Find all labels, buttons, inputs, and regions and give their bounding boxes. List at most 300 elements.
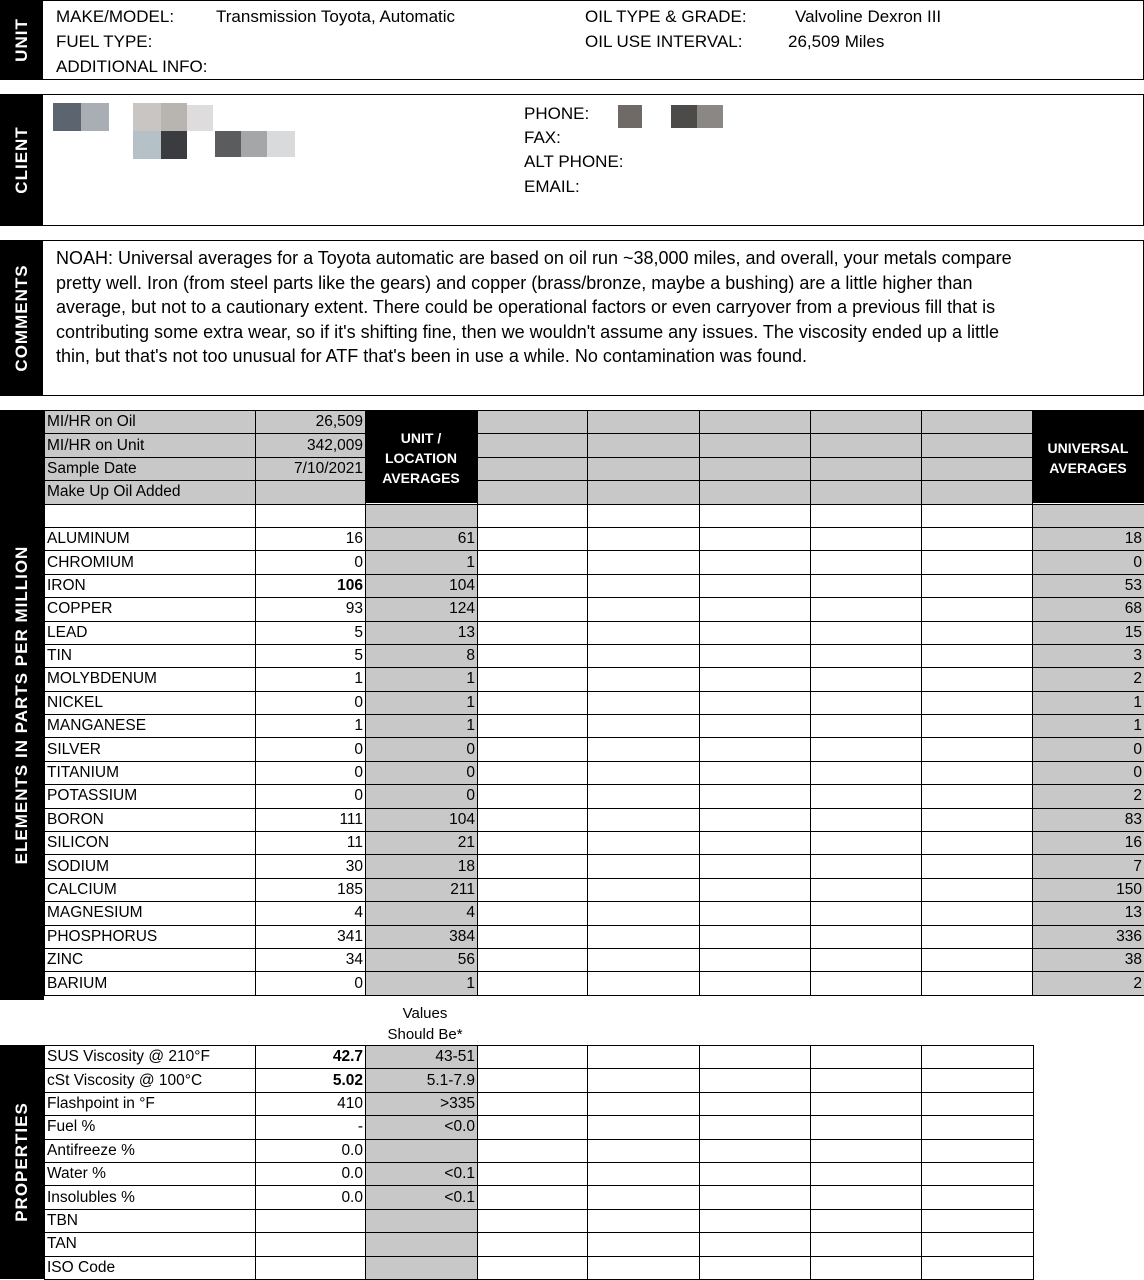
history-cell [922, 434, 1033, 457]
comments-side-label: COMMENTS [1, 241, 43, 395]
history-cell [922, 1233, 1034, 1256]
history-cell [922, 481, 1033, 504]
history-cell [478, 785, 588, 808]
history-cell [588, 644, 700, 667]
history-cell [922, 598, 1033, 621]
history-cell [811, 621, 922, 644]
history-cell [922, 948, 1033, 971]
history-cell [811, 457, 922, 480]
unit-section [0, 0, 1144, 80]
fuel-type-label: FUEL TYPE: [56, 32, 152, 52]
history-cell [700, 808, 811, 831]
history-cell [588, 972, 700, 995]
property-sample-value [256, 1256, 366, 1279]
history-cell [478, 481, 588, 504]
make-model-value: Transmission Toyota, Automatic [216, 7, 455, 27]
history-cell [478, 621, 588, 644]
history-cell [588, 574, 700, 597]
history-cell [478, 1069, 588, 1092]
element-sample-value: 34 [256, 948, 366, 971]
history-cell [700, 761, 811, 784]
element-unit-average: 18 [366, 855, 478, 878]
element-universal-average: 38 [1033, 948, 1144, 971]
element-unit-average: 56 [366, 948, 478, 971]
history-cell [588, 1046, 700, 1069]
element-name: CHROMIUM [45, 551, 256, 574]
history-cell [478, 761, 588, 784]
element-name: TITANIUM [45, 761, 256, 784]
history-cell [811, 1209, 922, 1232]
history-cell [922, 1069, 1034, 1092]
history-cell [700, 1233, 811, 1256]
property-name: TAN [45, 1233, 256, 1256]
history-cell [700, 434, 811, 457]
info-row [45, 411, 1144, 434]
history-cell [922, 1186, 1034, 1209]
property-sample-value [256, 1233, 366, 1256]
history-cell [922, 411, 1033, 434]
element-sample-value: 0 [256, 691, 366, 714]
spacer-row [45, 504, 1144, 527]
history-cell [588, 434, 700, 457]
unit-side-label: UNIT [1, 1, 43, 79]
spacer-cell [45, 504, 256, 527]
element-universal-average: 16 [1033, 832, 1144, 855]
property-sample-value: - [256, 1116, 366, 1139]
info-row [45, 457, 1144, 480]
history-cell [478, 691, 588, 714]
element-sample-value: 5 [256, 644, 366, 667]
history-cell [922, 715, 1033, 738]
history-cell [588, 1186, 700, 1209]
element-unit-average: 384 [366, 925, 478, 948]
client-section [0, 94, 1144, 226]
element-row [45, 948, 1144, 971]
property-sample-value: 0.0 [256, 1139, 366, 1162]
info-row [45, 481, 1144, 504]
info-label: Sample Date [45, 457, 256, 480]
history-cell [478, 1092, 588, 1115]
history-cell [478, 668, 588, 691]
history-cell [700, 1116, 811, 1139]
spacer-cell [1033, 504, 1144, 527]
element-universal-average: 2 [1033, 668, 1144, 691]
history-cell [811, 1256, 922, 1279]
info-value: 342,009 [256, 434, 366, 457]
element-universal-average: 0 [1033, 551, 1144, 574]
history-cell [922, 574, 1033, 597]
history-cell [700, 1209, 811, 1232]
history-cell [478, 574, 588, 597]
history-cell [811, 1186, 922, 1209]
history-cell [478, 598, 588, 621]
history-cell [588, 1139, 700, 1162]
history-cell [700, 855, 811, 878]
email-label: EMAIL: [524, 177, 580, 197]
element-unit-average: 1 [366, 972, 478, 995]
property-should-be: <0.0 [366, 1116, 478, 1139]
element-unit-average: 104 [366, 574, 478, 597]
history-cell [700, 785, 811, 808]
history-cell [811, 972, 922, 995]
history-cell [922, 668, 1033, 691]
info-label: MI/HR on Oil [45, 411, 256, 434]
element-name: COPPER [45, 598, 256, 621]
element-universal-average: 1 [1033, 691, 1144, 714]
history-cell [811, 1116, 922, 1139]
history-cell [811, 832, 922, 855]
history-cell [588, 738, 700, 761]
element-sample-value: 5 [256, 621, 366, 644]
history-cell [922, 878, 1033, 901]
history-cell [478, 902, 588, 925]
history-cell [922, 457, 1033, 480]
property-row [45, 1233, 1034, 1256]
element-row [45, 668, 1144, 691]
history-cell [700, 715, 811, 738]
property-should-be [366, 1233, 478, 1256]
element-name: ZINC [45, 948, 256, 971]
history-cell [700, 832, 811, 855]
history-cell [478, 411, 588, 434]
history-cell [588, 481, 700, 504]
history-cell [922, 832, 1033, 855]
history-cell [922, 855, 1033, 878]
history-cell [588, 902, 700, 925]
history-cell [811, 691, 922, 714]
spacer-cell [811, 504, 922, 527]
history-cell [811, 644, 922, 667]
history-cell [922, 527, 1033, 550]
spacer-cell [700, 504, 811, 527]
element-universal-average: 18 [1033, 527, 1144, 550]
history-cell [588, 808, 700, 831]
element-sample-value: 0 [256, 551, 366, 574]
phone-label: PHONE: [524, 104, 589, 124]
property-sample-value: 0.0 [256, 1162, 366, 1185]
properties-table [44, 1045, 1034, 1280]
history-cell [588, 715, 700, 738]
history-cell [922, 1162, 1034, 1185]
history-cell [478, 972, 588, 995]
element-universal-average: 1 [1033, 715, 1144, 738]
universal-averages-header: UNIVERSAL AVERAGES [1032, 410, 1144, 503]
element-sample-value: 185 [256, 878, 366, 901]
element-row [45, 972, 1144, 995]
history-cell [811, 1046, 922, 1069]
element-universal-average: 0 [1033, 761, 1144, 784]
history-cell [588, 1233, 700, 1256]
element-sample-value: 0 [256, 761, 366, 784]
element-universal-average: 336 [1033, 925, 1144, 948]
element-sample-value: 0 [256, 972, 366, 995]
history-cell [811, 1233, 922, 1256]
history-cell [811, 598, 922, 621]
spacer-cell [588, 504, 700, 527]
property-row [45, 1092, 1034, 1115]
history-cell [922, 902, 1033, 925]
element-universal-average: 2 [1033, 972, 1144, 995]
element-unit-average: 0 [366, 761, 478, 784]
history-cell [478, 715, 588, 738]
history-cell [700, 1256, 811, 1279]
history-cell [700, 1046, 811, 1069]
element-name: SILVER [45, 738, 256, 761]
comments-text: NOAH: Universal averages for a Toyota automatic are based on oil run ~38,000 miles, and overall, your metals compare pretty well. Iron (from steel parts like the gears) and copper (brass/bronze, maybe a bushing) are a little higher than average, but not to a cautionary extent. There could be operational factors or even carryover from a previous fill that is contributing some extra wear, so if it's shifting fine, then we wouldn't assume any issues. The viscosity ended up a little thin, but that's not too unusual for ATF that's been in use a while. No contamination was found. [56, 246, 1016, 369]
element-name: SODIUM [45, 855, 256, 878]
element-unit-average: 1 [366, 715, 478, 738]
history-cell [922, 1116, 1034, 1139]
history-cell [811, 855, 922, 878]
history-cell [922, 1046, 1034, 1069]
element-universal-average: 150 [1033, 878, 1144, 901]
history-cell [811, 411, 922, 434]
history-cell [478, 855, 588, 878]
history-cell [588, 1092, 700, 1115]
history-cell [478, 434, 588, 457]
element-unit-average: 1 [366, 551, 478, 574]
spacer-cell [478, 504, 588, 527]
property-should-be [366, 1209, 478, 1232]
history-cell [922, 1209, 1034, 1232]
history-cell [811, 1139, 922, 1162]
history-cell [811, 527, 922, 550]
element-sample-value: 4 [256, 902, 366, 925]
history-cell [700, 878, 811, 901]
history-cell [811, 925, 922, 948]
history-cell [588, 1162, 700, 1185]
element-unit-average: 21 [366, 832, 478, 855]
history-cell [811, 574, 922, 597]
element-sample-value: 11 [256, 832, 366, 855]
history-cell [922, 551, 1033, 574]
oil-type-label: OIL TYPE & GRADE: [585, 7, 747, 27]
element-row [45, 738, 1144, 761]
property-name: SUS Viscosity @ 210°F [45, 1046, 256, 1069]
element-universal-average: 0 [1033, 738, 1144, 761]
property-row [45, 1186, 1034, 1209]
history-cell [478, 1256, 588, 1279]
history-cell [478, 1233, 588, 1256]
history-cell [478, 1186, 588, 1209]
property-name: cSt Viscosity @ 100°C [45, 1069, 256, 1092]
element-name: NICKEL [45, 691, 256, 714]
element-name: LEAD [45, 621, 256, 644]
info-row [45, 434, 1144, 457]
history-cell [811, 1162, 922, 1185]
element-sample-value: 0 [256, 738, 366, 761]
element-universal-average: 13 [1033, 902, 1144, 925]
element-universal-average: 83 [1033, 808, 1144, 831]
element-row [45, 598, 1144, 621]
element-name: POTASSIUM [45, 785, 256, 808]
property-sample-value: 0.0 [256, 1186, 366, 1209]
values-should-be-note: Values Should Be* [365, 1003, 485, 1045]
spacer-cell [256, 504, 366, 527]
comments-section [0, 240, 1144, 396]
property-name: Fuel % [45, 1116, 256, 1139]
history-cell [922, 972, 1033, 995]
history-cell [922, 785, 1033, 808]
history-cell [478, 738, 588, 761]
element-universal-average: 7 [1033, 855, 1144, 878]
element-unit-average: 0 [366, 738, 478, 761]
fax-label: FAX: [524, 128, 561, 148]
history-cell [811, 1069, 922, 1092]
element-unit-average: 1 [366, 668, 478, 691]
history-cell [588, 1256, 700, 1279]
history-cell [700, 411, 811, 434]
property-sample-value [256, 1209, 366, 1232]
history-cell [478, 1162, 588, 1185]
property-row [45, 1209, 1034, 1232]
properties-side-label: PROPERTIES [0, 1045, 44, 1279]
element-name: BORON [45, 808, 256, 831]
element-row [45, 878, 1144, 901]
history-cell [811, 668, 922, 691]
history-cell [922, 644, 1033, 667]
element-name: TIN [45, 644, 256, 667]
property-row [45, 1139, 1034, 1162]
unit-location-averages-header: UNIT / LOCATION AVERAGES [365, 410, 477, 503]
property-name: Antifreeze % [45, 1139, 256, 1162]
history-cell [700, 598, 811, 621]
property-row [45, 1046, 1034, 1069]
history-cell [588, 785, 700, 808]
alt-phone-label: ALT PHONE: [524, 152, 624, 172]
property-should-be: >335 [366, 1092, 478, 1115]
history-cell [811, 761, 922, 784]
element-name: MANGANESE [45, 715, 256, 738]
history-cell [588, 1209, 700, 1232]
additional-info-label: ADDITIONAL INFO: [56, 57, 207, 77]
element-unit-average: 13 [366, 621, 478, 644]
element-row [45, 691, 1144, 714]
element-row [45, 574, 1144, 597]
property-sample-value: 410 [256, 1092, 366, 1115]
element-name: MOLYBDENUM [45, 668, 256, 691]
property-should-be: 43-51 [366, 1046, 478, 1069]
history-cell [588, 1069, 700, 1092]
history-cell [588, 1116, 700, 1139]
element-unit-average: 211 [366, 878, 478, 901]
history-cell [922, 621, 1033, 644]
element-universal-average: 2 [1033, 785, 1144, 808]
element-name: IRON [45, 574, 256, 597]
element-row [45, 551, 1144, 574]
element-sample-value: 106 [256, 574, 366, 597]
info-value [256, 481, 366, 504]
history-cell [588, 621, 700, 644]
oil-interval-label: OIL USE INTERVAL: [585, 32, 742, 52]
history-cell [811, 808, 922, 831]
property-row [45, 1069, 1034, 1092]
info-value: 26,509 [256, 411, 366, 434]
history-cell [588, 855, 700, 878]
element-sample-value: 93 [256, 598, 366, 621]
elements-table [44, 410, 1144, 996]
history-cell [588, 761, 700, 784]
history-cell [478, 527, 588, 550]
element-name: CALCIUM [45, 878, 256, 901]
element-name: MAGNESIUM [45, 902, 256, 925]
history-cell [811, 551, 922, 574]
property-should-be [366, 1139, 478, 1162]
history-cell [922, 738, 1033, 761]
history-cell [588, 551, 700, 574]
property-should-be [366, 1256, 478, 1279]
history-cell [700, 668, 811, 691]
element-row [45, 621, 1144, 644]
element-name: BARIUM [45, 972, 256, 995]
spacer-cell [366, 504, 478, 527]
property-name: Water % [45, 1162, 256, 1185]
history-cell [922, 761, 1033, 784]
history-cell [700, 738, 811, 761]
element-row [45, 785, 1144, 808]
history-cell [700, 527, 811, 550]
history-cell [922, 808, 1033, 831]
property-should-be: 5.1-7.9 [366, 1069, 478, 1092]
history-cell [478, 1139, 588, 1162]
history-cell [811, 1092, 922, 1115]
element-universal-average: 53 [1033, 574, 1144, 597]
history-cell [700, 481, 811, 504]
history-cell [700, 621, 811, 644]
element-unit-average: 4 [366, 902, 478, 925]
history-cell [588, 878, 700, 901]
history-cell [588, 668, 700, 691]
history-cell [700, 1139, 811, 1162]
element-sample-value: 0 [256, 785, 366, 808]
element-universal-average: 68 [1033, 598, 1144, 621]
history-cell [922, 691, 1033, 714]
element-row [45, 761, 1144, 784]
info-label: MI/HR on Unit [45, 434, 256, 457]
element-unit-average: 124 [366, 598, 478, 621]
history-cell [588, 925, 700, 948]
element-universal-average: 3 [1033, 644, 1144, 667]
property-sample-value: 5.02 [256, 1069, 366, 1092]
property-row [45, 1162, 1034, 1185]
history-cell [478, 457, 588, 480]
element-unit-average: 104 [366, 808, 478, 831]
history-cell [811, 434, 922, 457]
element-sample-value: 341 [256, 925, 366, 948]
history-cell [700, 574, 811, 597]
history-cell [811, 785, 922, 808]
element-name: ALUMINUM [45, 527, 256, 550]
history-cell [700, 644, 811, 667]
history-cell [811, 902, 922, 925]
element-sample-value: 1 [256, 715, 366, 738]
history-cell [478, 1209, 588, 1232]
history-cell [478, 1046, 588, 1069]
element-row [45, 715, 1144, 738]
element-row [45, 527, 1144, 550]
property-row [45, 1256, 1034, 1279]
history-cell [478, 948, 588, 971]
elements-side-label: ELEMENTS IN PARTS PER MILLION [0, 410, 44, 1000]
property-name: TBN [45, 1209, 256, 1232]
history-cell [700, 925, 811, 948]
history-cell [478, 808, 588, 831]
history-cell [588, 691, 700, 714]
element-name: PHOSPHORUS [45, 925, 256, 948]
history-cell [700, 972, 811, 995]
history-cell [478, 832, 588, 855]
element-sample-value: 30 [256, 855, 366, 878]
